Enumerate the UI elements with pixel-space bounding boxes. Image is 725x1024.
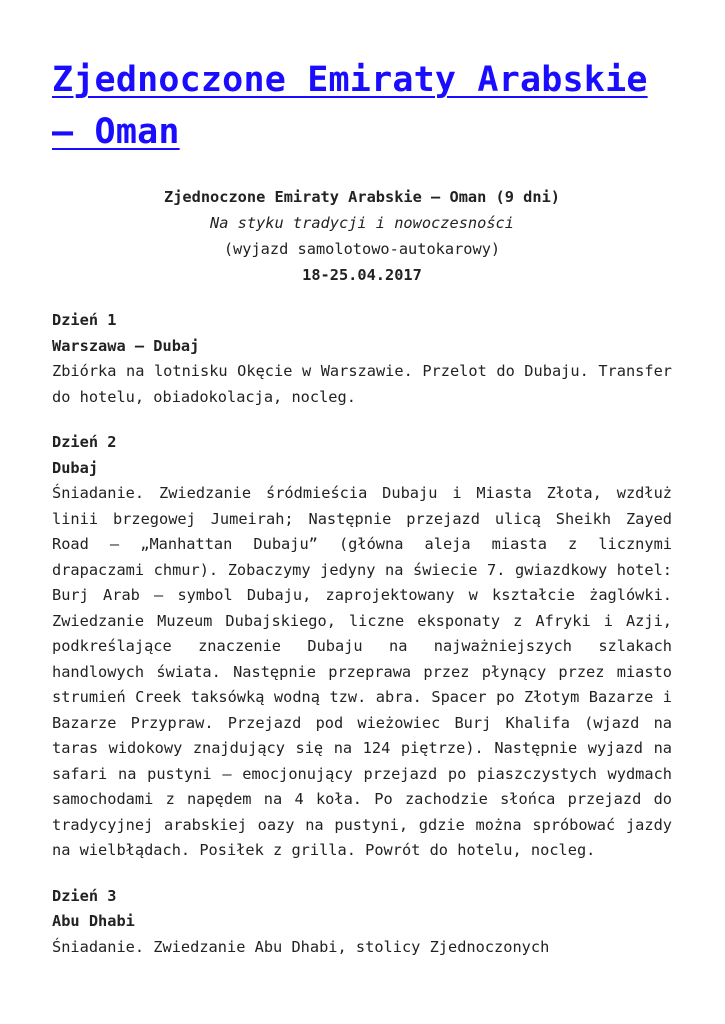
day-place: Abu Dhabi bbox=[52, 912, 135, 930]
trip-intro bbox=[52, 184, 672, 288]
trip-tagline: Na styku tradycji i nowoczesności bbox=[210, 214, 514, 232]
trip-dates: 18-25.04.2017 bbox=[302, 266, 422, 284]
day-section-2 bbox=[52, 430, 672, 864]
day-description: Śniadanie. Zwiedzanie Abu Dhabi, stolicy Zjednoczonych bbox=[52, 937, 550, 956]
day-number: Dzień 2 bbox=[52, 433, 117, 451]
page-title[interactable]: Zjednoczone Emiraty Arabskie – Oman bbox=[52, 60, 648, 152]
day-number: Dzień 3 bbox=[52, 886, 117, 905]
day-place: Dubaj bbox=[52, 458, 99, 477]
day-description: Śniadanie. Zwiedzanie śródmieścia Dubaju i Miasta Złota, wzdłuż linii brzegowej Jumeirah; Następnie przejazd ulicą Sheikh Zayed Road – „Manhattan Dubaju” (główna aleja miasta z licznymi drapaczami chmur). Zobaczymy jedyny na świecie 7. gwiazdkowy hotel: Burj Arab – symbol Dubaju, zaprojektowany w kształcie żaglówki. Zwiedzanie Muzeum Dubajskiego, liczne eksponaty z Afryki i Azji, podkreślające znaczenie Dubaju na najważniejszych szlakach handlowych świata. Następnie przeprawa przez płynący przez miasto strumień Creek taksówką wodną tzw. abra. Spacer po Złotym Bazarze i Bazarze Przypraw. Przejazd pod wieżowiec Burj Khalifa (wjazd na taras widokowy znajdujący się na 124 piętrze). Następnie wyjazd na safari na pustyni – emocjonujący przejazd po piaszczystych wydmach samochodami z napędem na 4 koła. Po zachodzie słońca przejazd do tradycyjnej arabskiej oazy na pustyni, gdzie można spróbować jazdy na wielbłądach. Posiłek z grilla. Powrót do hotelu, nocleg. bbox=[52, 484, 672, 859]
article bbox=[52, 54, 672, 960]
day-place: Warszawa – Dubaj bbox=[52, 336, 200, 355]
day-section-1 bbox=[52, 308, 672, 410]
day-section-3 bbox=[52, 884, 672, 961]
trip-heading: Zjednoczone Emiraty Arabskie – Oman (9 dni) bbox=[163, 188, 560, 206]
day-description: Zbiórka na lotnisku Okęcie w Warszawie. Przelot do Dubaju. Transfer do hotelu, obiadokolacja, nocleg. bbox=[52, 362, 672, 406]
trip-transport: (wyjazd samolotowo-autokarowy) bbox=[223, 240, 501, 258]
day-number: Dzień 1 bbox=[52, 311, 117, 329]
